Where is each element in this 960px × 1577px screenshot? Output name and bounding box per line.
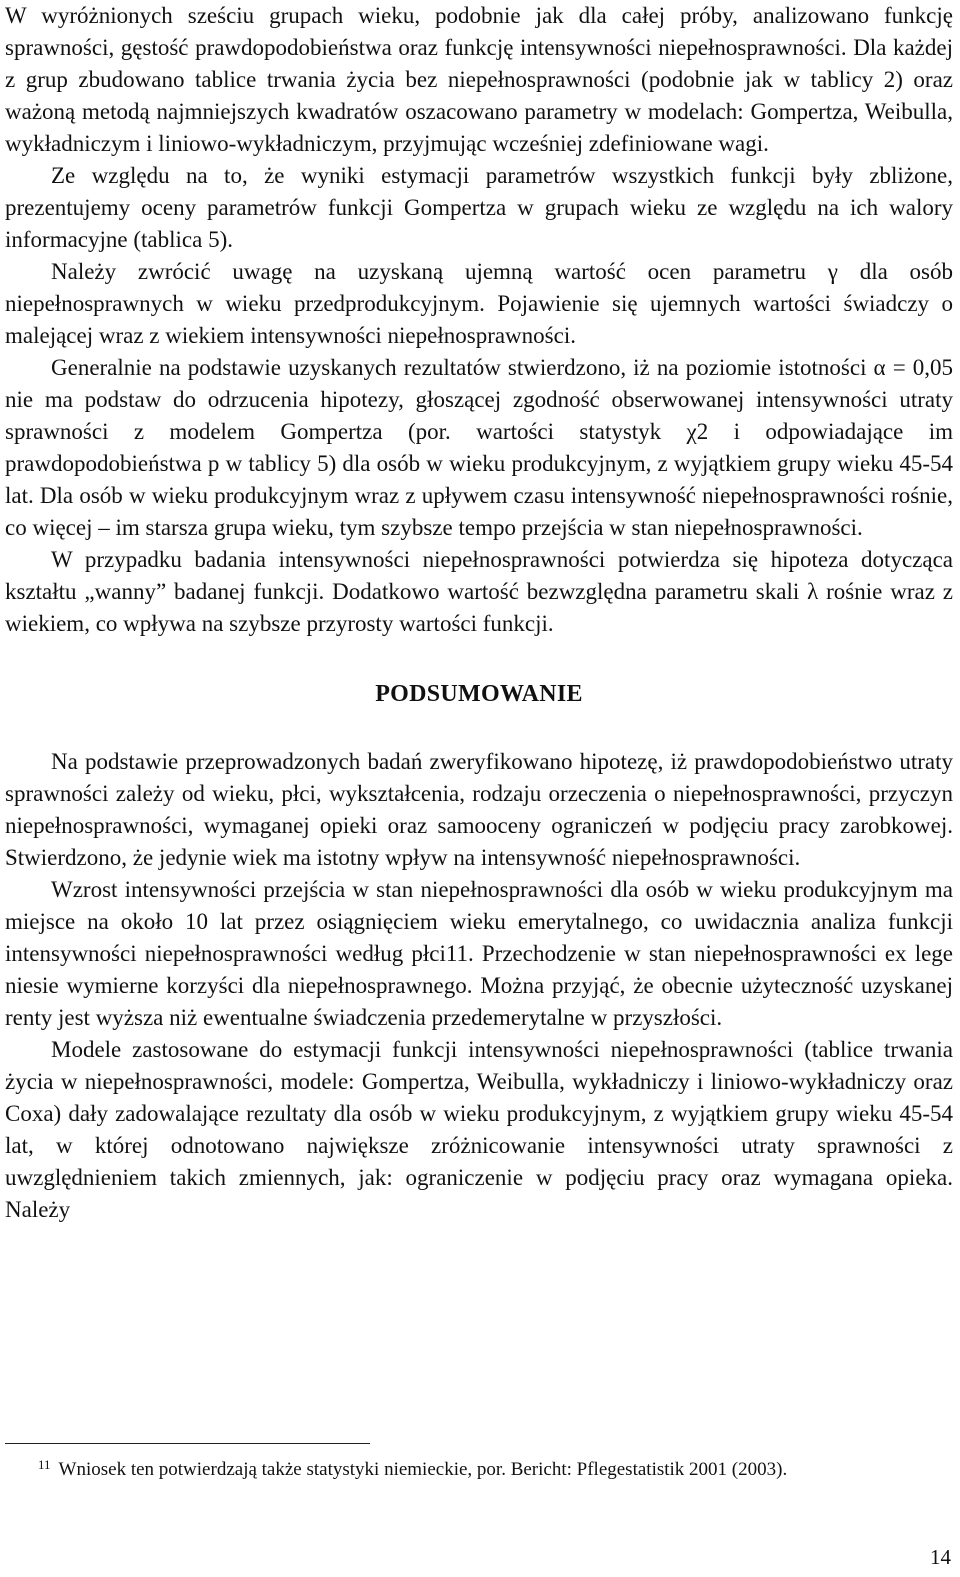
paragraph-estimation: Ze względu na to, że wyniki estymacji parametrów wszystkich funkcji były zbliżone, prezentujemy oceny parametrów funkcji Gompertza w grupach wieku ze względu na ich walory informacyjne (tablica 5). — [5, 163, 953, 252]
paragraph-summary-1: Na podstawie przeprowadzonych badań zweryfikowano hipotezę, iż prawdopodobieństwo utraty sprawności zależy od wieku, płci, wykształcenia, rodzaju orzeczenia o niepełnosprawności, przyczyn niepełnosprawności, wymaganej opieki oraz samooceny ograniczeń w podjęciu pracy zarobkowej. Stwierdzono, że jedynie wiek ma istotny wpływ na intensywność niepełnosprawności. — [5, 749, 953, 870]
document-page — [5, 0, 953, 1226]
paragraph-hypothesis: Generalnie na podstawie uzyskanych rezultatów stwierdzono, iż na poziomie istotności α = 0,05 nie ma podstaw do odrzucenia hipotezy, głoszącej zgodność obserwowanej intensywności utraty sprawności z modelem Gompertza (por. wartości statystyk χ2 i odpowiadające im prawdopodobieństwa p w tablicy 5) dla osób w wieku produkcyjnym, z wyjątkiem grupy wieku 45-54 lat. Dla osób w wieku produkcyjnym wraz z upływem czasu intensywność niepełnosprawności rośnie, co więcej – im starsza grupa wieku, tym szybsze tempo przejścia w stan niepełnosprawności. — [5, 355, 953, 540]
page-number: 14 — [930, 1545, 951, 1569]
paragraph-intro: W wyróżnionych sześciu grupach wieku, podobnie jak dla całej próby, analizowano funkcję sprawności, gęstość prawdopodobieństwa oraz funkcję intensywności niepełnosprawności. Dla każdej z grup zbudowano tablice trwania życia bez niepełnosprawności (podobnie jak w tablicy 2) oraz ważoną metodą najmniejszych kwadratów oszacowano parametry w modelach: Gompertza, Weibulla, wykładniczym i liniowo-wykładniczym, przyjmując wcześniej zdefiniowane wagi. — [5, 3, 953, 156]
footnote-text: Wniosek ten potwierdzają także statystyki niemieckie, por. Bericht: Pflegestatistik 2001 (2003). — [58, 1459, 788, 1480]
footnote-separator — [5, 1443, 370, 1444]
footnote — [38, 1457, 958, 1483]
section-heading: PODSUMOWANIE — [375, 681, 583, 707]
paragraph-summary-3: Modele zastosowane do estymacji funkcji intensywności niepełnosprawności (tablice trwania życia w niepełnosprawności, modele: Gompertza, Weibulla, wykładniczy i liniowo-wykładniczy oraz Coxa) dały zadowalające rezultaty dla osób w wieku produkcyjnym, z wyjątkiem grupy wieku 45-54 lat, w której odnotowano największe zróżnicowanie intensywności utraty sprawności z uwzględnieniem takich zmiennych, jak: ograniczenie w podjęciu pracy oraz wymagana opieka. Należy — [5, 1037, 953, 1222]
paragraph-gamma: Należy zwrócić uwagę na uzyskaną ujemną wartość ocen parametru γ dla osób niepełnosprawnych w wieku przedprodukcyjnym. Pojawienie się ujemnych wartości świadczy o malejącej wraz z wiekiem intensywności niepełnosprawności. — [5, 259, 953, 348]
paragraph-summary-2: Wzrost intensywności przejścia w stan niepełnosprawności dla osób w wieku produkcyjnym ma miejsce na około 10 lat przez osiągnięciem wieku emerytalnego, co uwidacznia analiza funkcji intensywności niepełnosprawności według płci11. Przechodzenie w stan niepełnosprawności ex lege niesie wymierne korzyści dla niepełnosprawnego. Można przyjąć, że obecnie użyteczność uzyskanej renty jest wyższa niż ewentualne świadczenia przedemerytalne w przyszłości. — [5, 877, 953, 1030]
footnote-number: 11 — [38, 1457, 51, 1472]
paragraph-bathtub: W przypadku badania intensywności niepełnosprawności potwierdza się hipoteza dotycząca kształtu „wanny” badanej funkcji. Dodatkowo wartość bezwzględna parametru skali λ rośnie wraz z wiekiem, co wpływa na szybsze przyrosty wartości funkcji. — [5, 547, 953, 636]
